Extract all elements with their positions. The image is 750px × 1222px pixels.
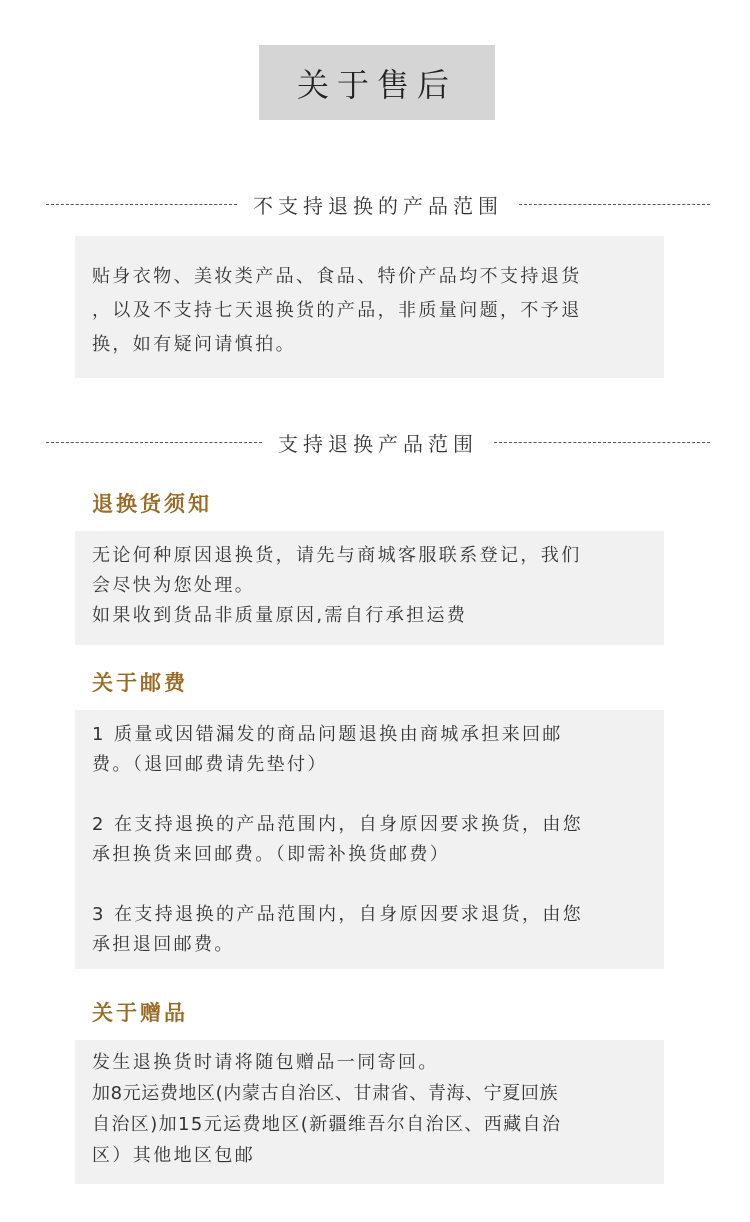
return-notice-text: 会尽快为您处理。 — [92, 575, 256, 596]
no-return-text: ，以及不支持七天退换货的产品，非质量问题，不予退 — [92, 300, 582, 321]
divider-dash-right — [519, 204, 710, 205]
no-return-panel — [75, 236, 664, 378]
return-notice-text: 如果收到货品非质量原因,需自行承担运费 — [92, 605, 468, 626]
page-title: 关于售后 — [259, 45, 495, 120]
gift-text: 发生退换货时请将随包赠品一同寄回。 — [92, 1052, 439, 1073]
postage-text: 3 在支持退换的产品范围内，自身原因要求退货，由您 — [92, 904, 584, 925]
gift-text: 自治区)加15元运费地区(新疆维吾尔自治区、西藏自治 — [92, 1114, 562, 1135]
divider-dash-right — [494, 442, 710, 443]
gift-heading: 关于赠品 — [92, 1001, 188, 1025]
postage-panel — [75, 710, 664, 969]
divider-dash-left — [46, 204, 237, 205]
no-return-divider — [46, 189, 710, 219]
postage-text: 承担退回邮费。 — [92, 934, 235, 955]
postage-text: 1 质量或因错漏发的商品问题退换由商城承担来回邮 — [92, 724, 563, 745]
return-divider-label: 支持退换产品范围 — [278, 431, 478, 456]
return-notice-heading: 退换货须知 — [92, 492, 212, 516]
no-return-text: 换，如有疑问请慎拍。 — [92, 334, 296, 355]
gift-panel — [75, 1040, 664, 1184]
no-return-text: 贴身衣物、美妆类产品、食品、特价产品均不支持退货 — [92, 266, 582, 287]
no-return-divider-label: 不支持退换的产品范围 — [253, 193, 503, 218]
return-notice-text: 无论何种原因退换货，请先与商城客服联系登记，我们 — [92, 545, 582, 566]
postage-text: 承担换货来回邮费。（即需补换货邮费） — [92, 844, 451, 865]
gift-text: 加8元运费地区(内蒙古自治区、甘肃省、青海、宁夏回族 — [92, 1083, 559, 1104]
postage-text: 2 在支持退换的产品范围内，自身原因要求换货，由您 — [92, 814, 584, 835]
postage-text: 费。（退回邮费请先垫付） — [92, 754, 328, 775]
postage-heading: 关于邮费 — [92, 671, 188, 695]
return-notice-panel — [75, 531, 664, 645]
gift-text: 区）其他地区包邮 — [92, 1145, 256, 1166]
return-divider — [46, 427, 710, 457]
divider-dash-left — [46, 442, 262, 443]
